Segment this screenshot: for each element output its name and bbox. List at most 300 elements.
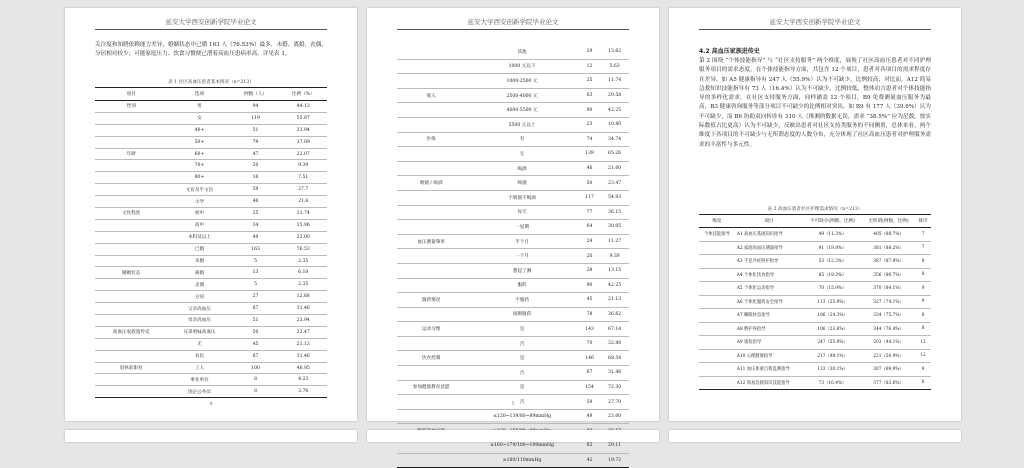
table-cell: [95, 136, 167, 148]
table-cell: A8 脾护养指导: [735, 322, 803, 336]
table-cell: 无: [167, 338, 231, 350]
table-cell: [95, 184, 167, 196]
table-cell: 37.09: [280, 136, 328, 148]
table-cell: 68.54: [600, 351, 629, 366]
page-number: 5: [511, 401, 515, 407]
table-cell: 不吸烟不喝酒: [465, 190, 579, 205]
table-cell: 40+: [167, 124, 231, 136]
table-cell: 高血压家族遗传史: [95, 326, 167, 338]
table-cell: 有: [465, 132, 579, 147]
table-cell: 农民: [167, 350, 231, 362]
table-cell: 217（49.1%）: [803, 349, 862, 363]
table-cell: 21.60: [600, 161, 629, 176]
table-2: [699, 214, 931, 390]
table-cell: 服药情况: [397, 293, 465, 308]
table-cell: 9.39: [600, 249, 629, 264]
table-cell: 未婚: [167, 255, 231, 267]
table-cell: 3.76: [280, 386, 328, 398]
table-row: [397, 45, 629, 59]
table-cell: 个体技能指导: [699, 228, 735, 242]
table-row: [95, 350, 327, 362]
table-cell: 父亲高血压: [167, 303, 231, 315]
table-cell: 15.96: [280, 219, 328, 231]
table-cell: [95, 196, 167, 208]
table-cell: A5 个体化运动指导: [735, 282, 803, 296]
table-row: [397, 147, 629, 162]
table-cell: 5: [232, 255, 280, 267]
table-cell: ≤120~139/80~89mmHg: [465, 409, 579, 424]
table-cell: 13: [232, 267, 280, 279]
table-cell: [397, 336, 465, 351]
table-cell: 27.70: [600, 395, 629, 410]
table-row: [95, 303, 327, 315]
table-cell: 是: [465, 351, 579, 366]
table-row: [397, 351, 629, 366]
table-cell: 47: [232, 148, 280, 160]
table-row: [95, 267, 327, 279]
table-cell: 参加健康教育意愿: [397, 380, 465, 395]
section-heading: 4.2 高血压家族进传史: [699, 48, 760, 55]
table-cell: 是: [465, 380, 579, 395]
table-cell: 23.47: [280, 326, 328, 338]
table-cell: 否: [465, 366, 579, 381]
table-cell: 婚姻状态: [95, 267, 167, 279]
table-cell: 21.13: [600, 293, 629, 308]
table-cell: 154: [579, 380, 600, 395]
table-cell: 8: [232, 386, 280, 398]
table-cell: 143: [579, 322, 600, 337]
table-cell: A9 康复指导: [735, 336, 803, 350]
table-cell: 12: [579, 59, 600, 74]
table-cell: 4.23: [280, 374, 328, 386]
table-1-caption: 表 1 社区高血压患者基本情况（n=213）: [168, 80, 254, 85]
table-cell: [95, 279, 167, 291]
table-cell: 运动习惯: [397, 322, 465, 337]
table-header-cell: 选项: [167, 88, 231, 101]
table-row: [699, 322, 931, 336]
table-cell: 77: [579, 205, 600, 220]
table-row: [397, 380, 629, 395]
table-cell: [95, 231, 167, 243]
table-row: [397, 293, 629, 308]
table-cell: 9: [915, 295, 931, 309]
table-cell: [397, 74, 465, 89]
table-cell: [397, 366, 465, 381]
table-row: [397, 59, 629, 74]
table-cell: 45: [579, 293, 600, 308]
table-cell: 9: [915, 282, 931, 296]
table-cell: 是: [465, 322, 579, 337]
table-cell: 文化程度: [95, 208, 167, 220]
table-cell: 20: [232, 160, 280, 172]
table-cell: A6 个体化服药安全指导: [735, 295, 803, 309]
table-cell: [397, 249, 465, 264]
table-cell: 25: [579, 74, 600, 89]
table-cell: 381（88.2%）: [862, 241, 915, 255]
table-cell: 42.25: [600, 278, 629, 293]
table-header-cell: 维度: [699, 215, 735, 228]
page-header: 延安大学西安创新学院毕业论文: [397, 17, 629, 30]
table-cell: 年龄: [95, 148, 167, 160]
table-cell: [95, 315, 167, 327]
table-cell: 无: [465, 147, 579, 162]
table-row: [397, 278, 629, 293]
table-cell: [397, 278, 465, 293]
table-2-caption: 表 2 高血压患者社区护理需求情况（n=213）: [767, 207, 863, 212]
table-cell: [95, 112, 167, 124]
table-cell: 4000-5500 元: [465, 103, 579, 118]
table-cell: 16: [232, 172, 280, 184]
table-cell: [699, 295, 735, 309]
table-cell: ≥160~179/100~109mmHg: [465, 439, 579, 454]
table-cell: [95, 303, 167, 315]
table-cell: 42.25: [600, 103, 629, 118]
table-row: [95, 196, 327, 208]
table-cell: 45: [232, 338, 280, 350]
table-cell: 分居: [167, 291, 231, 303]
table-cell: 46: [579, 161, 600, 176]
table-cell: [397, 59, 465, 74]
table-row: [95, 172, 327, 184]
table-cell: 24: [579, 234, 600, 249]
table-cell: 饮食控制: [397, 351, 465, 366]
table-cell: 34.74: [600, 132, 629, 147]
table-row: [699, 295, 931, 309]
table-cell: [397, 409, 465, 424]
table-cell: [95, 243, 167, 255]
table-cell: [397, 220, 465, 235]
table-cell: 78: [579, 307, 600, 322]
table-cell: [397, 205, 465, 220]
table-row: [699, 255, 931, 269]
body-paragraph: 第 2 围绕 “个体技能指导” 与 “社区支持服务” 两个维度，展现了社区高血压患者对不同护理服务项目的需求态度。在个体技能指导方面，共包含 12 个项目，患者对各项目的需求程度存在差异。如 A5 健康指导有 247 人（55.9%）认为不可缺少，比例较高；对比而，A12 简易急救知识技能指导有 73 人（16.4%）认为不可缺少，比例较低，整体而言患者对个体技能指导的多样化需求。在社区支持服务方面，同样涵盖 12 个项目，B9 免费测量血压服务为最高，B3 健康咨询服务等部分项目不可缺少的比例相对突出，如 B9 有 177 人（39.6%）认为不可缺少，而 B6 协助双向转诊有 310 人（推测的数据无误，需求 “38.5%” 应为尼数，按实际数值占比更高）认为不可缺少，反映出患者对社区支持类服务的不同侧重，总体来看，两个维度下各项目的不可缺少与无所谓态度的人数分布，充分体现了社区高血压患者对护理服务需求的丰富性与多元性。: [699, 58, 931, 148]
table-cell: [699, 336, 735, 350]
table-cell: 21.6: [280, 196, 328, 208]
table-cell: 23.94: [280, 124, 328, 136]
table-cell: 55.87: [280, 112, 328, 124]
table-cell: 344（76.4%）: [862, 322, 915, 336]
table-cell: 2.35: [280, 279, 328, 291]
table-row: [95, 101, 327, 113]
table-cell: [95, 124, 167, 136]
table-cell: 6.10: [280, 267, 328, 279]
table-cell: A12 简易急救知识技能指导: [735, 376, 803, 390]
table-cell: [95, 172, 167, 184]
table-cell: 405（88.7%）: [862, 228, 915, 242]
table-row: [95, 326, 327, 338]
table-cell: 23: [579, 117, 600, 132]
table-cell: 8: [915, 268, 931, 282]
table-cell: [397, 263, 465, 278]
table-row: [95, 136, 327, 148]
table-cell: 334（75.7%）: [862, 309, 915, 323]
table-cell: 13.62: [600, 45, 629, 59]
table-cell: [397, 161, 465, 176]
table-cell: 22.07: [280, 148, 328, 160]
table-cell: 387（87.9%）: [862, 255, 915, 269]
table-cell: [397, 147, 465, 162]
table-cell: 23.47: [600, 176, 629, 191]
table-cell: 9.39: [280, 160, 328, 172]
table-row: [397, 74, 629, 89]
table-cell: [699, 255, 735, 269]
table-row: [699, 376, 931, 390]
table-cell: 5: [232, 279, 280, 291]
table-row: [95, 362, 327, 374]
table-cell: 67: [232, 303, 280, 315]
table-header-cell: 项目: [735, 215, 803, 228]
table-row: [397, 190, 629, 205]
table-cell: 327（74.1%）: [862, 295, 915, 309]
table-header-cell: 排序: [915, 215, 931, 228]
table-cell: 113（25.9%）: [803, 295, 862, 309]
table-cell: 医保: [397, 132, 465, 147]
table-cell: 8: [915, 255, 931, 269]
table-cell: 高中: [167, 219, 231, 231]
table-cell: 11.27: [600, 234, 629, 249]
table-cell: 国企公务员: [167, 386, 231, 398]
table-cell: 2.35: [280, 255, 328, 267]
table-cell: 163: [232, 243, 280, 255]
table-cell: 7: [915, 228, 931, 242]
table-cell: [95, 255, 167, 267]
table-row: [95, 219, 327, 231]
table-cell: 73（16.4%）: [803, 376, 862, 390]
table-row: [699, 349, 931, 363]
table-cell: 半个月: [465, 234, 579, 249]
table-cell: 喝酒: [465, 161, 579, 176]
document-page-4: [65, 8, 357, 421]
table-cell: 50+: [167, 136, 231, 148]
table-cell: A11 血压体重自我监测指导: [735, 363, 803, 377]
table-row: [95, 255, 327, 267]
table-cell: 母亲高血压: [167, 315, 231, 327]
table-cell: 女: [167, 112, 231, 124]
table-cell: A10 心理健康指导: [735, 349, 803, 363]
table-cell: [397, 117, 465, 132]
next-page-preview: [65, 430, 357, 442]
table-cell: 其他: [465, 45, 579, 59]
table-cell: 吸烟 / 喝酒: [397, 176, 465, 191]
table-header-cell: 无所谓(例数，比例): [862, 215, 915, 228]
table-cell: 一个月: [465, 249, 579, 264]
table-cell: 139: [579, 147, 600, 162]
table-row: [699, 282, 931, 296]
table-cell: 28: [579, 263, 600, 278]
table-cell: 30.05: [600, 220, 629, 235]
table-cell: [95, 374, 167, 386]
table-cell: 27.7: [280, 184, 328, 196]
table-cell: [95, 386, 167, 398]
table-row: [95, 291, 327, 303]
table-cell: 1000 元以下: [465, 59, 579, 74]
table-row: [95, 148, 327, 160]
intro-paragraph: 关注度和知晓依赖能力差异，婚姻状态中已婚 163 人（76.53%）最多，未婚、离婚、丧偶，分居相对较少；可能家庭压力、饮食习惯便已潜着高血压患病率高，详见表 1。: [95, 42, 327, 58]
page-header: 延安大学西安创新学院毕业论文: [699, 17, 931, 30]
table-cell: 90: [579, 278, 600, 293]
table-cell: 72.30: [600, 380, 629, 395]
table-cell: [95, 219, 167, 231]
table-cell: 221（50.9%）: [862, 349, 915, 363]
table-cell: [397, 45, 465, 59]
table-cell: 8: [915, 322, 931, 336]
table-row: [397, 88, 629, 103]
table-cell: 12: [915, 336, 931, 350]
table-row: [397, 409, 629, 424]
page-number: 4: [209, 401, 213, 407]
table-cell: [397, 103, 465, 118]
table-cell: 文盲及半文盲: [167, 184, 231, 196]
table-cell: [699, 322, 735, 336]
table-cell: 12: [915, 349, 931, 363]
table-row: [699, 309, 931, 323]
table-row: [95, 208, 327, 220]
table-row: [397, 336, 629, 351]
table-cell: 377（83.6%）: [862, 376, 915, 390]
table-cell: 21.13: [280, 338, 328, 350]
table-cell: 31.46: [280, 350, 328, 362]
next-page-preview: [669, 430, 961, 442]
table-cell: [397, 453, 465, 468]
table-row: [699, 336, 931, 350]
table-cell: [95, 291, 167, 303]
table-cell: 46: [232, 196, 280, 208]
table-cell: [699, 376, 735, 390]
table-cell: 49: [232, 231, 280, 243]
table-row: [397, 117, 629, 132]
document-page-6: [669, 8, 961, 421]
table-row: [397, 453, 629, 468]
table-cell: 51: [232, 124, 280, 136]
table-cell: 29.11: [600, 439, 629, 454]
table-cell: 59: [232, 184, 280, 196]
table-cell: 29.58: [600, 88, 629, 103]
table-cell: 74: [579, 132, 600, 147]
table-header-cell: 例数（人）: [232, 88, 280, 101]
table-row: [95, 279, 327, 291]
table-row: [397, 234, 629, 249]
table-cell: 63: [579, 88, 600, 103]
table-cell: 70（15.9%）: [803, 282, 862, 296]
table-row: [397, 103, 629, 118]
table-cell: 已婚: [167, 243, 231, 255]
table-cell: 19.72: [600, 453, 629, 468]
table-cell: 23.00: [280, 231, 328, 243]
table-row: [397, 132, 629, 147]
table-cell: 60+: [167, 148, 231, 160]
table-cell: 307（69.9%）: [862, 363, 915, 377]
table-cell: 初中: [167, 208, 231, 220]
table-cell: 50: [232, 326, 280, 338]
table-cell: 11.74: [280, 208, 328, 220]
table-header-cell: 不可缺少(例数，比例): [803, 215, 862, 228]
table-cell: 5.63: [600, 59, 629, 74]
table-row: [397, 161, 629, 176]
table-cell: 不服药: [465, 293, 579, 308]
table-cell: 吸烟: [465, 176, 579, 191]
table-cell: 46.95: [280, 362, 328, 374]
table-cell: 119: [232, 112, 280, 124]
document-page-5: [367, 8, 659, 463]
table-cell: 退休前职业: [95, 362, 167, 374]
table-cell: 90: [579, 103, 600, 118]
table-cell: 247（55.9%）: [803, 336, 862, 350]
table-cell: 85（19.3%）: [803, 268, 862, 282]
table-cell: 203（44.1%）: [862, 336, 915, 350]
table-cell: [699, 349, 735, 363]
table-cell: 20: [579, 249, 600, 264]
table-row: [397, 322, 629, 337]
table-cell: 间断服药: [465, 307, 579, 322]
table-cell: 70: [579, 336, 600, 351]
table-cell: A2 家庭高血压测量指导: [735, 241, 803, 255]
table-cell: 11.74: [600, 74, 629, 89]
table-cell: 2500-4000 元: [465, 88, 579, 103]
table-cell: 兄弟姐妹高血压: [167, 326, 231, 338]
table-cell: [95, 338, 167, 350]
table-cell: 106（23.6%）: [803, 322, 862, 336]
table-cell: 54.93: [600, 190, 629, 205]
page-header: 延安大学西安创新学院毕业论文: [95, 17, 327, 30]
table-cell: A3 手足冷症照护指导: [735, 255, 803, 269]
table-cell: 29: [579, 45, 600, 59]
table-row: [397, 366, 629, 381]
table-cell: 70+: [167, 160, 231, 172]
table-cell: 7: [915, 241, 931, 255]
table-cell: 服药: [465, 278, 579, 293]
table-cell: 25: [232, 208, 280, 220]
table-row: [95, 112, 327, 124]
table-cell: [397, 190, 465, 205]
table-cell: 49（11.3%）: [803, 228, 862, 242]
table-cell: 106（24.3%）: [803, 309, 862, 323]
table-cell: 9: [915, 363, 931, 377]
table-cell: 36.62: [600, 307, 629, 322]
table-cell: 80+: [167, 172, 231, 184]
table-cell: 5500 元以上: [465, 117, 579, 132]
table-cell: 51: [232, 315, 280, 327]
table-cell: 7.51: [280, 172, 328, 184]
table-cell: [699, 282, 735, 296]
table-cell: 23.00: [600, 409, 629, 424]
table-cell: 76.53: [280, 243, 328, 255]
table-cell: 94: [232, 101, 280, 113]
table-1: [95, 87, 327, 398]
table-cell: ≥180/110mmHg: [465, 453, 579, 468]
table-cell: A1 高血压基础知识指导: [735, 228, 803, 242]
table-cell: A7 睡眠休息指导: [735, 309, 803, 323]
table-cell: 事业单位: [167, 374, 231, 386]
table-cell: 49: [579, 409, 600, 424]
table-cell: 65.26: [600, 147, 629, 162]
table-cell: 31.46: [600, 366, 629, 381]
table-header-cell: 项目: [95, 88, 167, 101]
table-row: [699, 363, 931, 377]
table-cell: 每天: [465, 205, 579, 220]
table-cell: 42: [579, 453, 600, 468]
table-cell: 想起了测: [465, 263, 579, 278]
table-cell: [95, 160, 167, 172]
table-row: [397, 205, 629, 220]
table-row: [95, 338, 327, 350]
table-cell: 血压测量频率: [397, 234, 465, 249]
table-row: [95, 315, 327, 327]
table-cell: 男: [167, 101, 231, 113]
table-cell: 67.14: [600, 322, 629, 337]
table-cell: 收入: [397, 88, 465, 103]
table-row: [95, 124, 327, 136]
table-cell: 12.68: [280, 291, 328, 303]
